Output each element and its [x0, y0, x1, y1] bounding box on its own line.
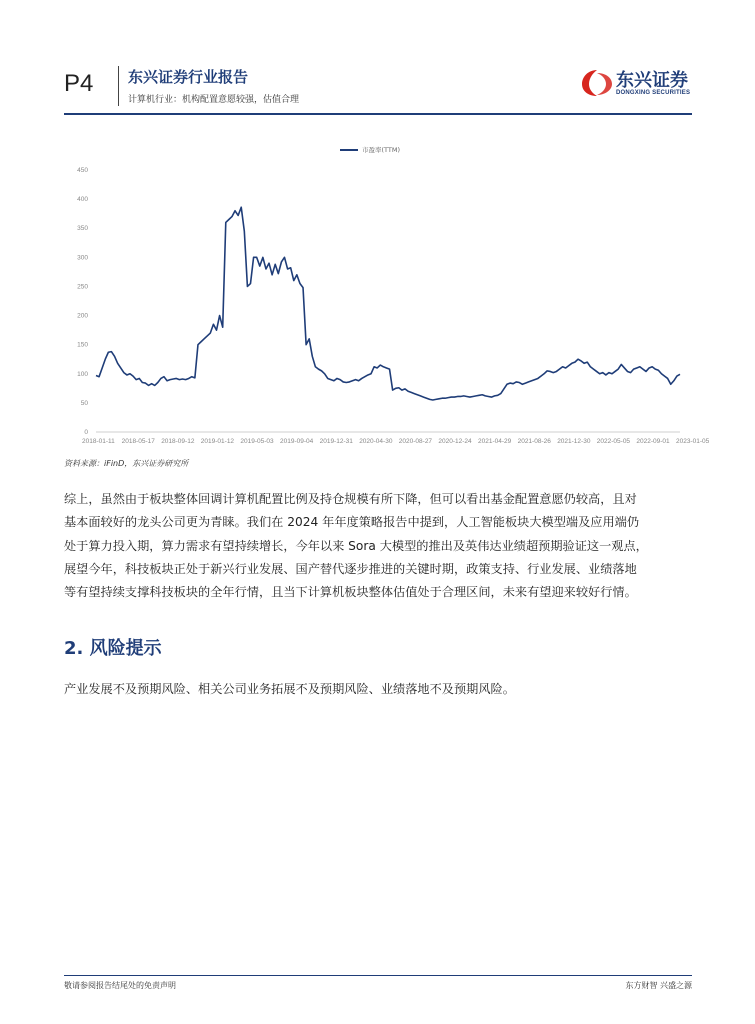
report-title: 东兴证券行业报告	[128, 68, 249, 86]
series-line	[96, 207, 680, 400]
x-tick-label: 2019-12-31	[319, 438, 353, 445]
logo-chinese-name: 东兴证券	[616, 70, 688, 91]
chart-svg	[62, 140, 710, 450]
x-tick-label: 2021-04-29	[478, 438, 512, 445]
x-tick-label: 2023-01-05	[676, 438, 710, 445]
y-tick-label: 450	[77, 167, 88, 174]
chart-legend	[340, 145, 400, 154]
section-title: 2. 风险提示	[64, 638, 162, 659]
x-tick-label: 2020-04-30	[359, 438, 393, 445]
header-separator	[118, 66, 119, 106]
company-logo	[580, 66, 692, 102]
logo-mark-icon	[580, 68, 614, 98]
source-note: 资料来源：iFinD，东兴证券研究所	[64, 459, 189, 468]
x-tick-label: 2022-09-01	[636, 438, 670, 445]
header-rule	[64, 113, 692, 115]
paragraph-line: 基本面较好的龙头公司更为青睐。我们在 2024 年年度策略报告中提到，人工智能板块大模型端及应用端仍	[64, 515, 640, 530]
paragraph-line: 等有望持续支撑科技板块的全年行情，且当下计算机板块整体估值处于合理区间，未来有望迎来较好行情。	[64, 585, 637, 600]
y-tick-label: 50	[80, 399, 88, 407]
y-tick-label: 400	[77, 196, 88, 204]
risk-text: 产业发展不及预期风险、相关公司业务拓展不及预期风险、业绩落地不及预期风险。	[64, 682, 515, 696]
disclaimer-note: 敬请参阅报告结尾处的免责声明	[64, 981, 176, 990]
y-tick-label: 150	[77, 341, 88, 349]
logo-english-name: DONGXING SECURITIES	[616, 90, 691, 96]
paragraph-line: 处于算力投入期，算力需求有望持续增长，今年以来 Sora 大模型的推出及英伟达业绩超预期验证这一观点，	[64, 538, 648, 553]
pe-ttm-chart	[62, 140, 710, 450]
x-tick-label: 2020-12-24	[438, 438, 472, 445]
paragraph-line: 综上，虽然由于板块整体回调计算机配置比例及持仓规模有所下降，但可以看出基金配置意愿仍较高，且对	[64, 492, 637, 506]
x-tick-label: 2021-08-26	[517, 438, 551, 445]
x-tick-label: 2020-08-27	[398, 438, 433, 445]
y-tick-label: 200	[77, 312, 88, 320]
report-subtitle: 计算机行业：机构配置意愿较强，估值合理	[128, 95, 300, 105]
summary-paragraph	[64, 488, 692, 604]
y-axis-ticks	[77, 167, 88, 436]
legend-label: 市盈率(TTM)	[362, 146, 401, 154]
y-tick-label: 0	[84, 429, 88, 436]
x-tick-label: 2018-05-17	[121, 438, 155, 445]
y-tick-label: 100	[77, 370, 88, 378]
y-tick-label: 250	[77, 283, 88, 291]
x-tick-label: 2021-12-30	[557, 438, 591, 445]
x-axis-ticks	[82, 438, 710, 445]
footer-rule	[64, 975, 692, 976]
x-tick-label: 2019-01-12	[200, 438, 235, 445]
y-tick-label: 300	[77, 254, 88, 262]
paragraph-line: 展望今年，科技板块正处于新兴行业发展、国产替代逐步推进的关键时期，政策支持、行业发展、业绩落地	[64, 561, 637, 576]
x-tick-label: 2018-09-12	[161, 438, 195, 445]
x-tick-label: 2018-01-11	[82, 438, 115, 445]
page-number: P4	[64, 70, 94, 97]
y-tick-label: 350	[77, 225, 88, 233]
x-tick-label: 2019-05-03	[240, 438, 274, 445]
x-tick-label: 2022-05-05	[596, 438, 631, 445]
x-tick-label: 2019-09-04	[280, 438, 314, 445]
footer-slogan: 东方财智 兴盛之源	[625, 981, 692, 990]
